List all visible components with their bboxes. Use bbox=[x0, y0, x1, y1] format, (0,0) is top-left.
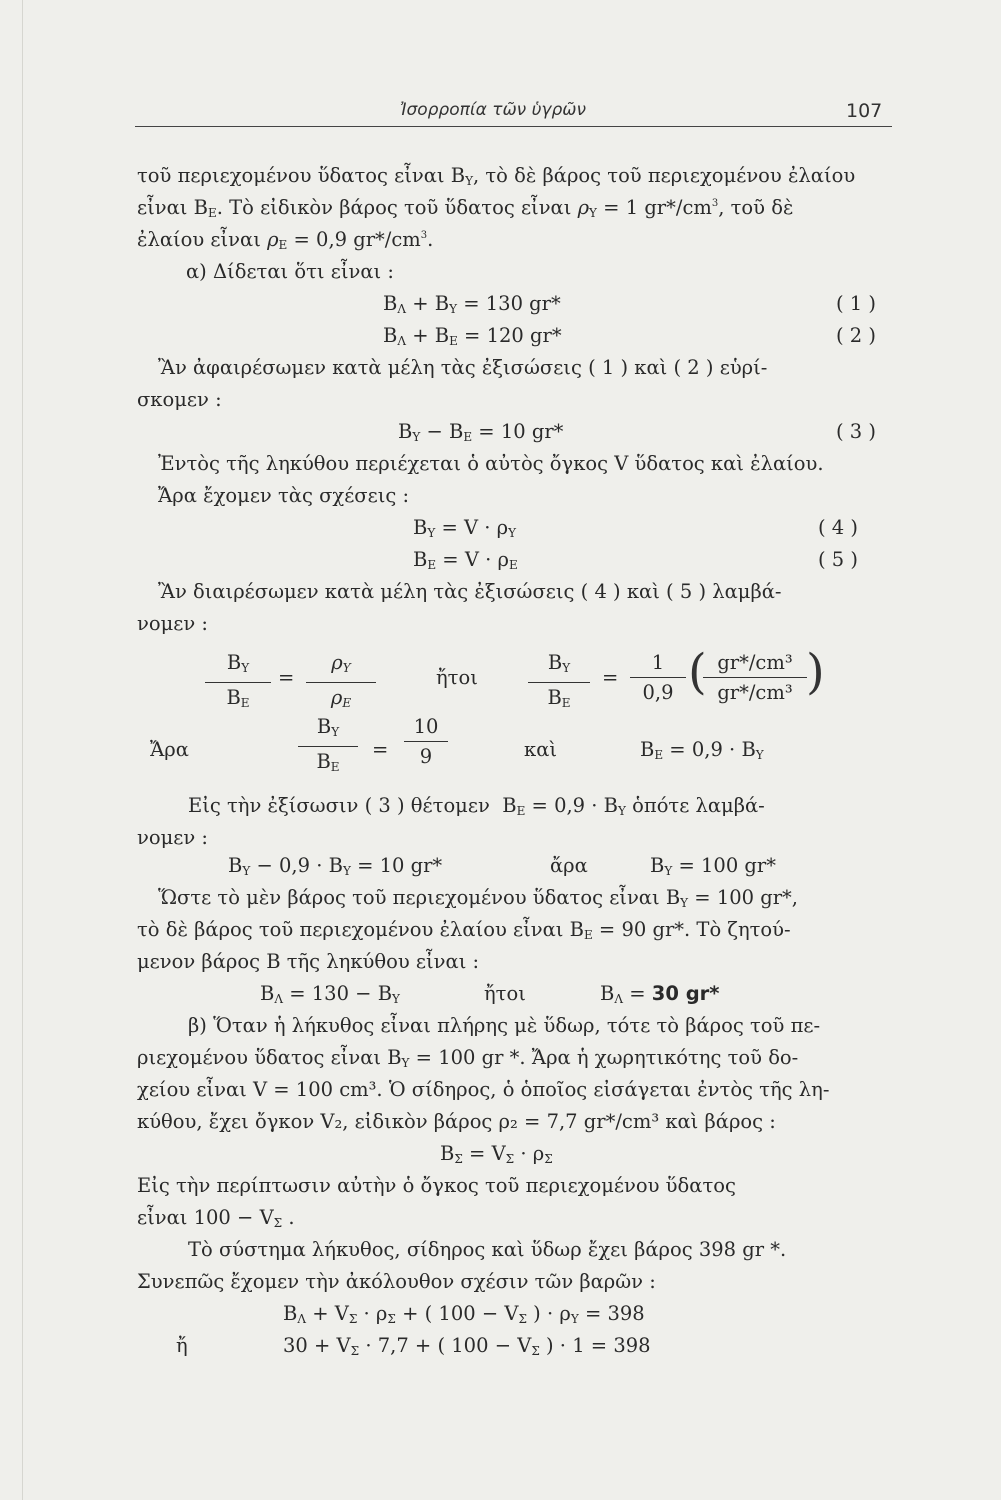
equation-7a: $B_\Lambda = 130 - B_Y$ bbox=[260, 982, 400, 1006]
word-etoi-2: ἤτοι bbox=[484, 982, 526, 1005]
right-parenthesis: ) bbox=[806, 644, 825, 700]
text-line-19: κύθου, ἔχει ὄγκον V₂, εἰδικὸν βάρος ρ₂ = 7,7 gr*/cm³ καὶ βάρος : bbox=[137, 1110, 776, 1133]
fraction-rhoy-over-rhoe: $\rho_Y$ $\rho_E$ bbox=[306, 652, 376, 714]
fraction-equals-1: = bbox=[278, 666, 295, 689]
text-line-1: τοῦ περιεχομένου ὕδατος εἶναι $B_Y$, τὸ δὲ βάρος τοῦ περιεχομένου ἐλαίου bbox=[137, 164, 856, 188]
equation-3-label: ( 3 ) bbox=[836, 420, 877, 443]
text-line-11: Εἰς τὴν ἐξίσωσιν ( 3 ) θέτομεν $B_E = 0,9 \cdot B_Y$ ὁπότε λαμβά- bbox=[188, 794, 765, 818]
text-line-15: μενον βάρος B τῆς ληκύθου εἶναι : bbox=[137, 950, 480, 973]
left-parenthesis: ( bbox=[688, 644, 707, 700]
text-line-2: εἶναι $B_E$. Τὸ εἰδικὸν βάρος τοῦ ὕδατος εἶναι $\rho_Y = 1$ $gr*/cm^3$, τοῦ δὲ bbox=[137, 196, 794, 220]
text-line-5: Ἂν ἀφαιρέσωμεν κατὰ μέλη τὰς ἐξισώσεις ( 1 ) καὶ ( 2 ) εὑρί- bbox=[158, 356, 768, 379]
text-line-21: εἶναι $100 - V_\Sigma$ . bbox=[137, 1206, 295, 1230]
text-line-14: τὸ δὲ βάρος τοῦ περιεχομένου ἐλαίου εἶναι $B_E = 90$ gr*. Τὸ ζητού- bbox=[137, 918, 791, 942]
fraction-equals-3: = bbox=[372, 738, 389, 761]
equation-3: $B_Y - B_E = 10$ gr* bbox=[398, 420, 564, 444]
equation-1: $B_\Lambda + B_Y = 130$ gr* bbox=[383, 292, 561, 316]
text-line-9: Ἂν διαιρέσωμεν κατὰ μέλη τὰς ἐξισώσεις ( 4 ) καὶ ( 5 ) λαμβά- bbox=[158, 580, 782, 603]
page-gutter-line bbox=[22, 0, 23, 1500]
fraction-equals-2: = bbox=[602, 666, 619, 689]
word-kai: καὶ bbox=[524, 738, 558, 761]
equation-6b: $B_Y = 100$ gr* bbox=[650, 854, 776, 878]
text-line-18: χείου εἶναι V = 100 cm³. Ὁ σίδηρος, ὁ ὁποῖος εἰσάγεται ἐντὸς τῆς λη- bbox=[137, 1078, 830, 1101]
word-ara: Ἄρα bbox=[150, 738, 189, 761]
equation-4: $B_Y = V \cdot \rho_Y$ bbox=[413, 516, 517, 540]
equation-1-label: ( 1 ) bbox=[836, 292, 877, 315]
text-line-6: σκομεν : bbox=[137, 388, 222, 411]
text-line-22: Τὸ σύστημα λήκυθος, σίδηρος καὶ ὕδωρ ἔχει βάρος 398 gr *. bbox=[188, 1238, 787, 1261]
text-line-12: νομεν : bbox=[137, 826, 208, 849]
word-e: ἤ bbox=[176, 1334, 188, 1357]
equation-5: $B_E = V \cdot \rho_E$ bbox=[413, 548, 518, 572]
header-rule bbox=[135, 126, 892, 127]
running-header-title: Ἰσορροπία τῶν ὑγρῶν bbox=[400, 100, 587, 120]
equation-4-label: ( 4 ) bbox=[818, 516, 859, 539]
page-number: 107 bbox=[846, 100, 883, 122]
text-line-3: ἐλαίου εἶναι $\rho_E = 0,9$ $gr*/cm^3$. bbox=[137, 228, 434, 252]
equation-2-label: ( 2 ) bbox=[836, 324, 877, 347]
text-line-7: Ἐντὸς τῆς ληκύθου περιέχεται ὁ αὐτὸς ὄγκος V ὕδατος καὶ ἐλαίου. bbox=[158, 452, 824, 475]
equation-be-09-by: $B_E = 0,9 \cdot B_Y$ bbox=[640, 738, 764, 762]
fraction-units: gr*/cm³ gr*/cm³ bbox=[703, 652, 807, 704]
equation-10: $30 + V_\Sigma \cdot 7,7$ + ( $100 - V_\Sigma$ ) · 1 = 398 bbox=[283, 1334, 651, 1358]
fraction-ten-over-nine: 10 9 bbox=[404, 716, 448, 768]
fraction-by-over-be: $B_Y$ $B_E$ bbox=[205, 652, 271, 714]
text-line-4: α) Δίδεται ὅτι εἶναι : bbox=[186, 260, 394, 283]
text-line-13: Ὥστε τὸ μὲν βάρος τοῦ περιεχομένου ὕδατος εἶναι $B_Y = 100$ gr*, bbox=[158, 886, 798, 910]
equation-5-label: ( 5 ) bbox=[818, 548, 859, 571]
equation-7b: $B_\Lambda = 30$ gr* bbox=[600, 982, 720, 1006]
text-line-8: Ἄρα ἔχομεν τὰς σχέσεις : bbox=[158, 484, 410, 507]
equation-9: $B_\Lambda + V_\Sigma \cdot \rho_\Sigma$ + ( $100 - V_\Sigma$ ) · $\rho_Y = 398$ bbox=[283, 1302, 645, 1326]
equation-2: $B_\Lambda + B_E = 120$ gr* bbox=[383, 324, 562, 348]
fraction-by-over-be-3: $B_Y$ $B_E$ bbox=[298, 716, 358, 778]
fraction-one-over-09: 1 0,9 bbox=[630, 652, 686, 704]
equation-6a: $B_Y - 0,9 \cdot B_Y = 10$ gr* bbox=[228, 854, 443, 878]
word-etoi: ἤτοι bbox=[436, 666, 478, 689]
text-line-17: ριεχομένου ὕδατος εἶναι $B_Y = 100$ gr *. Ἄρα ἡ χωρητικότης τοῦ δο- bbox=[137, 1046, 799, 1070]
text-line-16: β) Ὅταν ἡ λήκυθος εἶναι πλήρης μὲ ὕδωρ, τότε τὸ βάρος τοῦ πε- bbox=[188, 1014, 821, 1037]
fraction-by-over-be-2: $B_Y$ $B_E$ bbox=[528, 652, 590, 714]
text-line-23: Συνεπῶς ἔχομεν τὴν ἀκόλουθον σχέσιν τῶν βαρῶν : bbox=[137, 1270, 656, 1293]
text-line-20: Εἰς τὴν περίπτωσιν αὐτὴν ὁ ὄγκος τοῦ περιεχομένου ὕδατος bbox=[137, 1174, 736, 1197]
text-line-10: νομεν : bbox=[137, 612, 208, 635]
word-ara-2: ἄρα bbox=[550, 854, 588, 877]
equation-8: $B_\Sigma = V_\Sigma \cdot \rho_\Sigma$ bbox=[440, 1142, 553, 1166]
